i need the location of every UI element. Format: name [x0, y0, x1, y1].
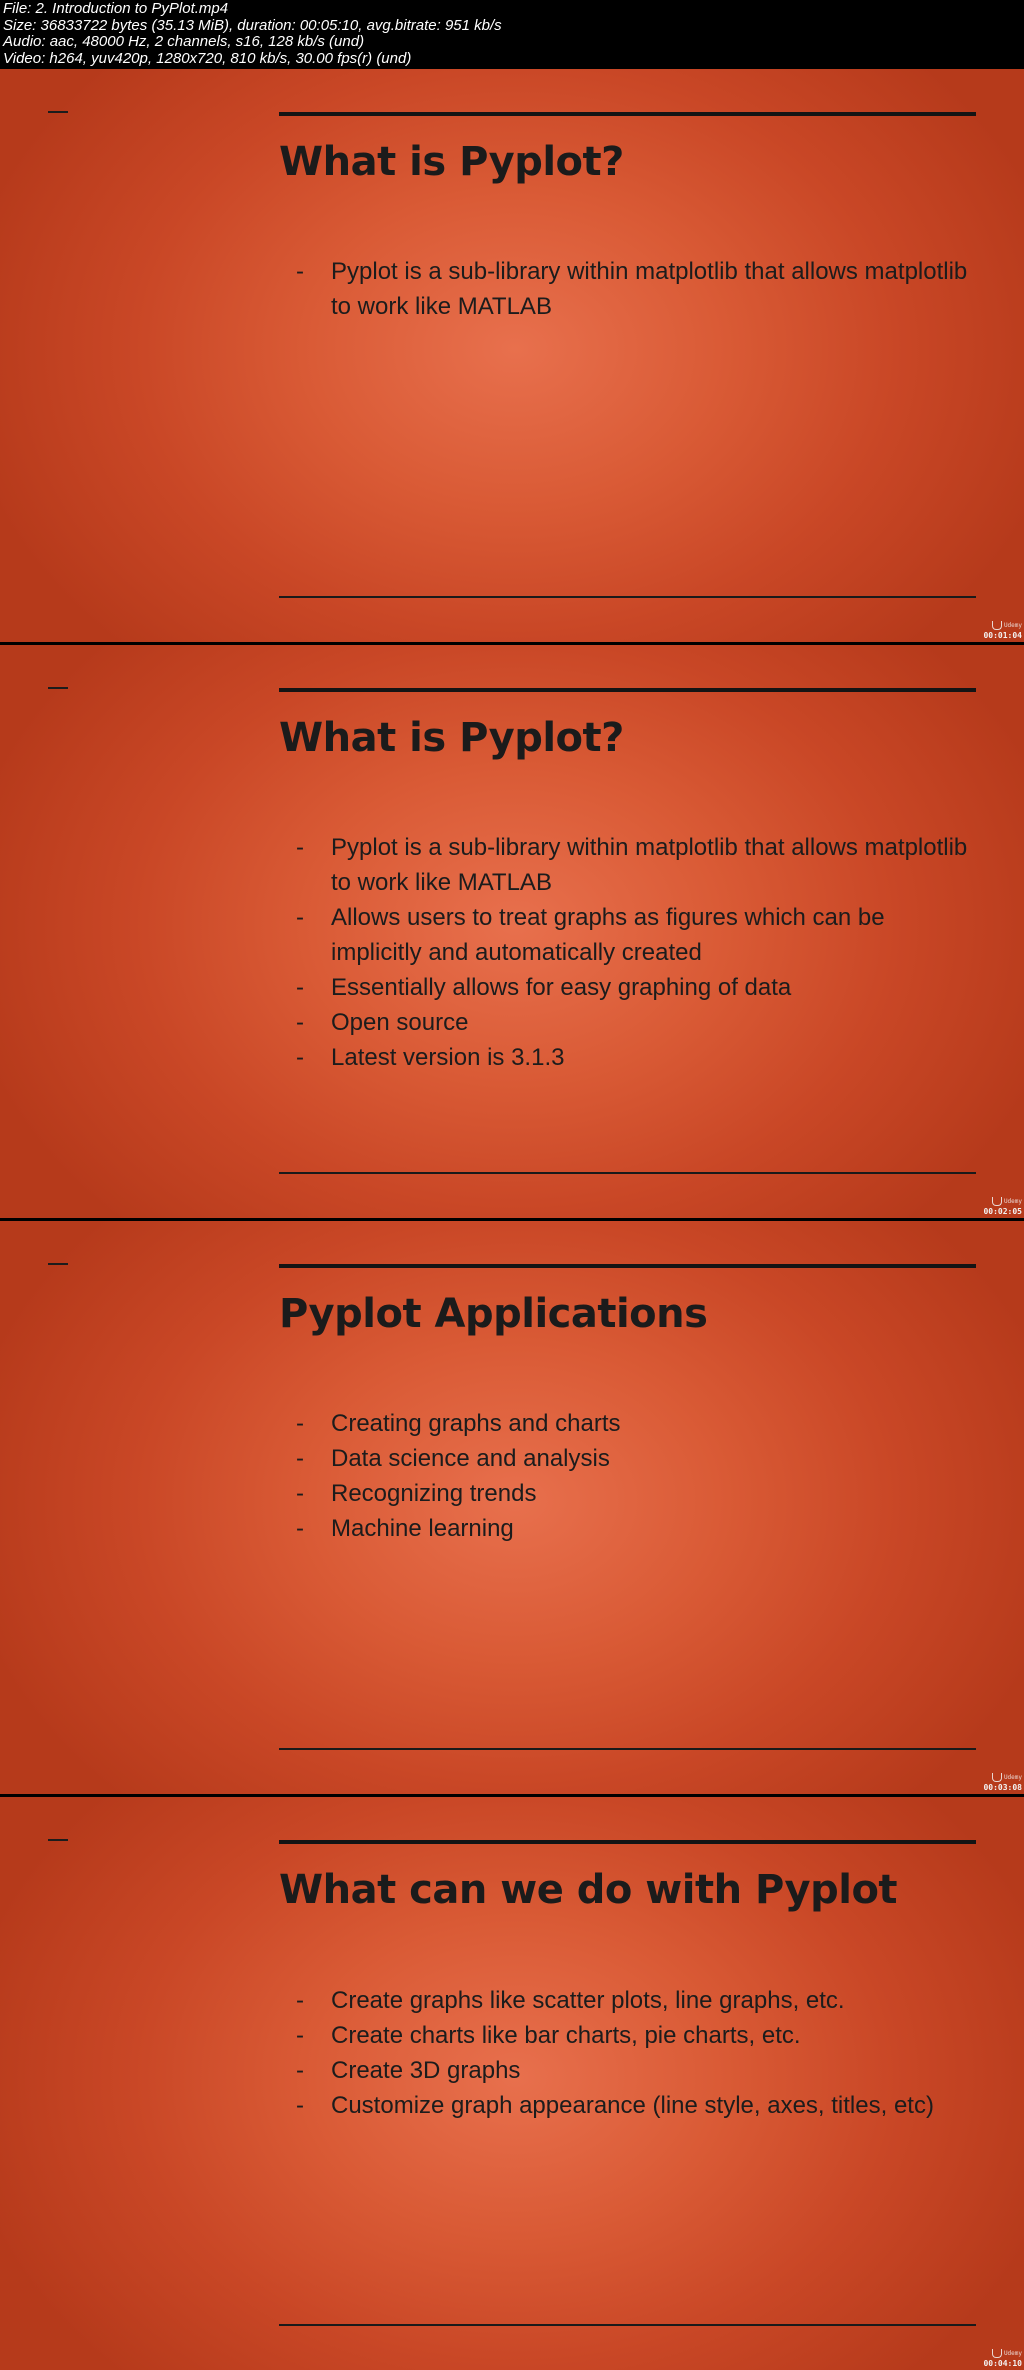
bullet-text: Create graphs like scatter plots, line graphs, etc. [331, 1987, 845, 2014]
slide-title: What is Pyplot? [279, 139, 624, 185]
bullet-text: Recognizing trends [331, 1480, 537, 1507]
bullet-text: Pyplot is a sub-library within matplotlib that allows matplotlib to work like MATLAB [331, 258, 968, 320]
udemy-logo-text: Udemy [1003, 622, 1022, 629]
udemy-logo [992, 621, 1022, 630]
udemy-watermark [983, 1188, 1022, 1216]
audio-info-line: Audio: aac, 48000 Hz, 2 channels, s16, 128 kb/s (und) [3, 33, 365, 50]
bullet-dash: - [296, 1987, 304, 2014]
bullet-item [296, 1983, 971, 2018]
bullet-text: Pyplot is a sub-library within matplotlib that allows matplotlib to work like MATLAB [331, 834, 968, 896]
bullet-list [296, 1983, 971, 2123]
udemy-watermark [983, 1764, 1022, 1792]
title-top-rule [279, 688, 976, 692]
bullet-dash: - [296, 1009, 304, 1036]
bullet-item [296, 1005, 971, 1040]
bullet-dash: - [296, 2057, 304, 2084]
bullet-item [296, 830, 971, 900]
bullet-item [296, 1040, 971, 1075]
udemy-watermark [983, 2340, 1022, 2368]
udemy-logo [992, 1197, 1022, 1206]
slide-corner-mark [48, 1263, 68, 1265]
bullet-text: Open source [331, 1009, 469, 1036]
bullet-dash: - [296, 974, 304, 1001]
bullet-dash: - [296, 258, 304, 285]
bullet-text: Essentially allows for easy graphing of data [331, 974, 792, 1001]
bullet-text: Create 3D graphs [331, 2057, 521, 2084]
file-name-line: File: 2. Introduction to PyPlot.mp4 [3, 0, 229, 17]
slide-title: What is Pyplot? [279, 715, 624, 761]
bullet-dash: - [296, 904, 304, 931]
bullet-item [296, 254, 971, 324]
video-frame-2 [0, 645, 1024, 1218]
udemy-logo-text: Udemy [1003, 1774, 1022, 1781]
frame-timestamp: 00:01:04 [983, 631, 1022, 640]
frame-timestamp: 00:03:08 [983, 1783, 1022, 1792]
bullet-text: Machine learning [331, 1515, 514, 1542]
bullet-item [296, 1441, 971, 1476]
bullet-list [296, 1406, 971, 1546]
bullet-dash: - [296, 1044, 304, 1071]
slide-title: What can we do with Pyplot [279, 1867, 898, 1913]
frame-timestamp: 00:04:10 [983, 2359, 1022, 2368]
udemy-icon [992, 1773, 1002, 1782]
udemy-icon [992, 621, 1002, 630]
slide-bottom-rule [279, 2324, 976, 2326]
udemy-watermark [983, 612, 1022, 640]
bullet-text: Allows users to treat graphs as figures which can be implicitly and automatically created [331, 904, 885, 966]
udemy-logo-text: Udemy [1003, 2350, 1022, 2357]
bullet-item [296, 970, 971, 1005]
file-size-line: Size: 36833722 bytes (35.13 MiB), duration: 00:05:10, avg.bitrate: 951 kb/s [3, 16, 502, 34]
bullet-dash: - [296, 1515, 304, 1542]
bullet-item [296, 900, 971, 970]
video-frame-4 [0, 1797, 1024, 2370]
slide-bottom-rule [279, 596, 976, 598]
slide-corner-mark [48, 1839, 68, 1841]
bullet-dash: - [296, 1410, 304, 1437]
bullet-text: Create charts like bar charts, pie charts, etc. [331, 2022, 801, 2049]
bullet-item [296, 2018, 971, 2053]
bullet-text: Creating graphs and charts [331, 1410, 621, 1437]
udemy-icon [992, 2349, 1002, 2358]
bullet-list [296, 830, 971, 1075]
bullet-item [296, 1511, 971, 1546]
bullet-dash: - [296, 2092, 304, 2119]
title-top-rule [279, 1264, 976, 1268]
slide-corner-mark [48, 687, 68, 689]
slide-corner-mark [48, 111, 68, 113]
bullet-item [296, 1476, 971, 1511]
udemy-logo [992, 1773, 1022, 1782]
frame-timestamp: 00:02:05 [983, 1207, 1022, 1216]
video-frame-1 [0, 69, 1024, 642]
bullet-text: Customize graph appearance (line style, axes, titles, etc) [331, 2092, 934, 2119]
title-top-rule [279, 112, 976, 116]
bullet-item [296, 2088, 971, 2123]
bullet-dash: - [296, 1445, 304, 1472]
udemy-logo [992, 2349, 1022, 2358]
video-info-header [0, 0, 1024, 68]
bullet-dash: - [296, 1480, 304, 1507]
bullet-text: Data science and analysis [331, 1445, 610, 1472]
slide-bottom-rule [279, 1748, 976, 1750]
video-frame-3 [0, 1221, 1024, 1794]
bullet-dash: - [296, 2022, 304, 2049]
bullet-dash: - [296, 834, 304, 861]
udemy-icon [992, 1197, 1002, 1206]
bullet-item [296, 2053, 971, 2088]
bullet-item [296, 1406, 971, 1441]
title-top-rule [279, 1840, 976, 1844]
slide-bottom-rule [279, 1172, 976, 1174]
bullet-list [296, 254, 971, 324]
bullet-text: Latest version is 3.1.3 [331, 1044, 565, 1071]
udemy-logo-text: Udemy [1003, 1198, 1022, 1205]
video-info-line: Video: h264, yuv420p, 1280x720, 810 kb/s, 30.00 fps(r) (und) [3, 49, 412, 67]
slide-title: Pyplot Applications [279, 1291, 708, 1337]
